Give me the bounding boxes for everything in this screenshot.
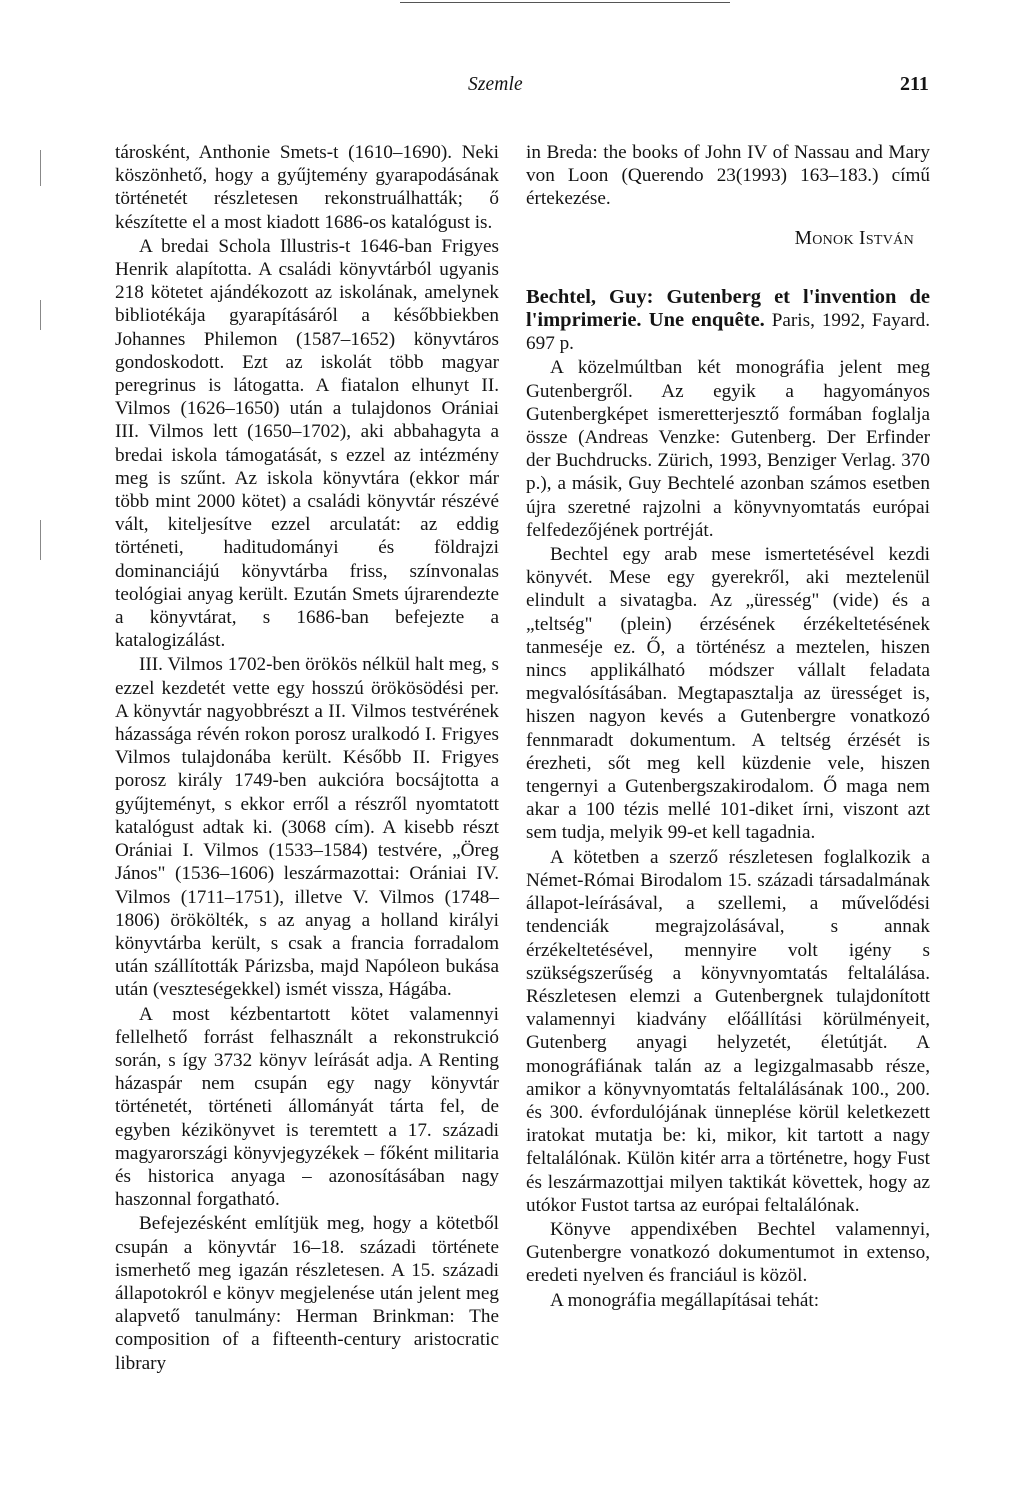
- paragraph: III. Vilmos 1702-ben örökös nélkül halt meg, s ezzel kezdetét vette egy hosszú örökösödési per. A könyvtár nagyobbrészt a II. Vilmos testvérének házassága révén rokon porosz uralkodó I. Frigyes Vilmos tulajdonába került. Később II. Frigyes porosz király 1749-ben aukcióra bocsájtotta a gyűjteményt, s ekkor erről a részről nyomtatott katalógust adtak ki. (3068 cím). A kisebb részt Orániai I. Vilmos (1533–1584) testvére, „Öreg János" (1536–1606) leszármazottai: Orániai IV. Vilmos (1711–1751), illetve V. Vilmos (1748–1806) örökölték, s az anyag a holland királyi könyvtárba került, s csak a francia forradalom után szállították Párizsba, majd Napóleon bukása után (veszteségekkel) ismét vissza, Hágába.: [115, 654, 499, 1001]
- scan-margin-mark: [40, 150, 41, 186]
- paragraph: A kötetben a szerző részletesen foglalkozik a Német-Római Birodalom 15. századi társadalmának állapot-leírásával, a szellemi, a művelődési tendenciák megrajzolásával, s annak érzékeltetésével, mennyire volt igény s szükségszerűség a könyvnyomtatás feltalálása. Részletesen elemzi a Gutenbergnek tulajdonított valamennyi kiadvány előállítási körülményeit, Gutenberg anyagi helyzetét, életútját. A monográfiának talán az a legizgalmasabb része, amikor a könyvnyomtatás feltalálásának 100., 200. és 300. évfordulójának ünneplése körül keletkezett iratokat mutatja be: ki, mikor, kit tartott a nagy feltalálónak. Külön kitér arra a történetre, hogy Fust és leszármazottjai milyen taktikát követtek, hogy az utókor Fustot tartsa az európai feltalálónak.: [526, 846, 930, 1216]
- paragraph: in Breda: the books of John IV of Nassau and Mary von Loon (Querendo 23(1993) 163–183.) című értekezése.: [526, 142, 930, 210]
- citation-publication: Paris, 1992, Fayard. 697 p.: [526, 310, 930, 355]
- scan-margin-mark: [40, 520, 41, 560]
- running-header-title: Szemle: [468, 74, 523, 95]
- paragraph: Bechtel egy arab mese ismertetésével kezdi könyvét. Mese egy gyerekről, aki meztelenül elindult a sivatagba. Az „üresség" (vide) és a „teltség" (plein) érzésének érzékeltetésének tanmeséje ez. Ő, a történész a meztelen, hiszen nincs applikálható módszer vállalt feladata megvalósításában. Megtapasztalja az ürességet is, hiszen nagyon kevés a Gutenbergre vonatkozó fennmaradt dokumentum. A teltség érzését is érezheti, sőt meg kell küzdenie vele, hiszen tengernyi a Gutenbergszakirodalom. Ő maga nem akar a 100 tézis mellé 101-diket írni, viszont azt sem tudja, melyik 99-et kell tagadnia.: [526, 544, 930, 844]
- review-citation: [526, 286, 930, 356]
- review-author-signature: Monok István: [794, 227, 914, 249]
- right-column: [526, 141, 930, 1312]
- paragraph: tárosként, Anthonie Smets-t (1610–1690). Neki köszönhető, hogy a gyűjtemény gyarapodásának történetét részletesen rekonstruálhatták; ő készítette el a most kiadott 1686-os katalógust is.: [115, 142, 499, 233]
- paragraph: A monográfia megállapításai tehát:: [550, 1289, 820, 1311]
- left-column: [115, 141, 499, 1375]
- scan-margin-mark: [40, 300, 41, 330]
- paragraph: A most kézbentartott kötet valamennyi fellelhető forrást felhasznált a rekonstrukció során, s így 3732 könyv leírását adja. A Renting házaspár nem csupán egy nagy könyvtár történetét, történeti állományát tárta fel, de egyben kézikönyvet is teremtett a 17. századi magyarországi könyvjegyzékek – főként militaria és historica anyaga – azonosításában nagy haszonnal forgatható.: [115, 1003, 499, 1211]
- paragraph: Könyve appendixében Bechtel valamennyi, Gutenbergre vonatkozó dokumentumot in extenso, eredeti nyelven és franciául is közöl.: [526, 1218, 930, 1287]
- scan-top-rule: [400, 2, 730, 3]
- paragraph: A bredai Schola Illustris-t 1646-ban Frigyes Henrik alapította. A családi könyvtárból ugyanis 218 kötetet ajándékozott az iskolának, amelynek bibliotékája gyarapításáról a későbbiekben Johannes Philemon (1587–1652) könyvtáros gondoskodott. Ezt az iskolát több magyar peregrinus is látogatta. A fiatalon elhunyt II. Vilmos (1626–1650) után a tulajdonos Orániai III. Vilmos lett (1650–1702), aki abbahagyta a bredai iskola támogatását, s ezzel az intézmény meg is szűnt. Az iskola könyvtára (ekkor már több mint 2000 kötet) a családi könyvtár részévé vált, kiteljesítve ezzel arculatát: az eddig történeti, haditudományi és földrajzi dominanciájú könyvtárba friss, színvonalas teológiai anyag került. Ezután Smets újrarendezte a könyvtárat, s 1686-ban befejezte a katalogizálást.: [115, 235, 499, 652]
- page-number: 211: [900, 73, 929, 95]
- paragraph: Befejezésként említjük meg, hogy a kötetből csupán a könyvtár 16–18. századi története ismerhető meg igazán részletesen. A 15. századi állapotokról e könyv megjelenése után jelent meg alapvető tanulmány: Herman Brinkman: The composition of a fifteenth-century aristocratic library: [115, 1213, 499, 1374]
- citation-title: Bechtel, Guy: Gutenberg et l'invention de l'imprimerie. Une enquête.: [526, 285, 930, 332]
- paragraph: A közelmúltban két monográfia jelent meg Gutenbergről. Az egyik a hagyományos Gutenbergképet ismeretterjesztő formában foglalja össze (Andreas Venzke: Gutenberg. Der Erfinder der Buchdrucks. Zürich, 1993, Benziger Verlag. 370 p.), a másik, Guy Bechtelé azonban számos esetben újra szeretné rajzolni a könyvnyomtatás európai felfedezőjének portréját.: [526, 357, 930, 541]
